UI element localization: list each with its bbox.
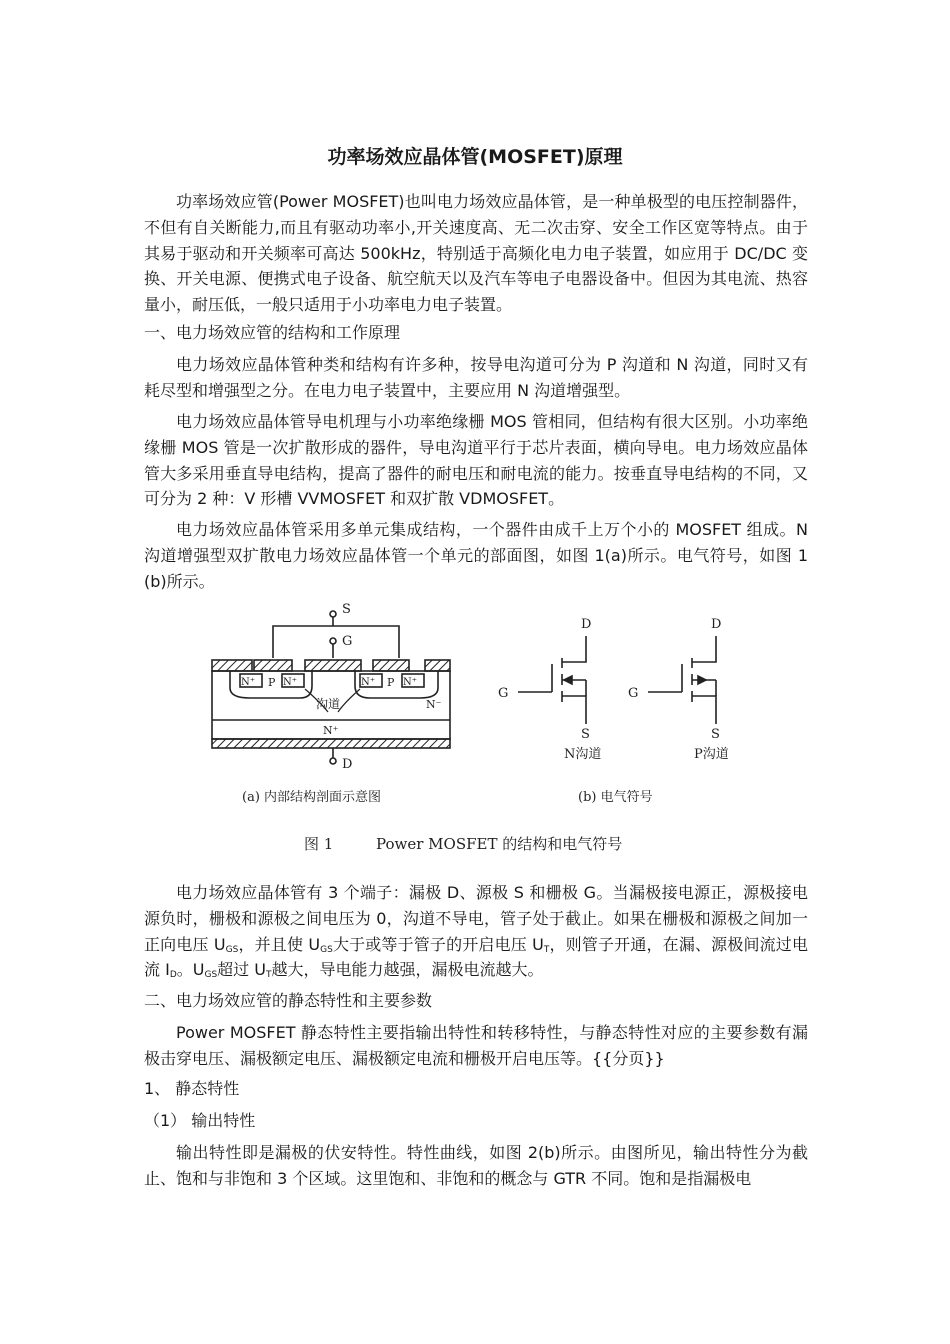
n-drain-label: D [581, 617, 592, 632]
intro-paragraph: 功率场效应管(Power MOSFET)也叫电力场效应晶体管，是一种单极型的电压控制器件，不但有自关断能力,而且有驱动功率小,开关速度高、无二次击穿、安全工作区宽等特点。由于其易于驱动和开关频率可高达 500kHz，特别适于高频化电力电子装置，如应用于 DC/DC 变换、开关电源、便携式电子设备、航空航天以及汽车等电子电器设备中。但因为其电流、热容量小，耐压低，一般只适用于小功率电力电子装置。 [144, 192, 808, 315]
p-channel-label: P沟道 [694, 747, 729, 762]
n-minus-label: N⁻ [426, 698, 442, 711]
subheading-static: 1、 静态特性 [144, 1079, 240, 1098]
document-title: 功率场效应晶体管(MOSFET)原理 [327, 146, 623, 168]
section-heading-1: 一、电力场效应管的结构和工作原理 [144, 323, 401, 342]
caption-b: (b) 电气符号 [578, 790, 653, 805]
channel-label: 沟道 [316, 697, 341, 711]
n-plus-substrate-label: N⁺ [323, 724, 339, 737]
subheading-output: （1） 输出特性 [144, 1111, 256, 1130]
section-heading-2: 二、电力场效应管的静态特性和主要参数 [144, 991, 433, 1010]
paragraph-multicell: 电力场效应晶体管采用多单元集成结构，一个器件由成千上万个小的 MOSFET 组成。N 沟道增强型双扩散电力场效应晶体管一个单元的部面图，如图 1(a)所示。电气符号，如图 1(b)所示。 [144, 520, 808, 591]
figure-title: Power MOSFET 的结构和电气符号 [376, 835, 623, 853]
drain-terminal-label: D [342, 757, 353, 772]
source-terminal-label: S [342, 602, 351, 617]
p-channel-symbol [648, 636, 716, 724]
gate-terminal-label: G [342, 634, 353, 649]
paragraph-channel-types: 电力场效应晶体管种类和结构有许多种，按导电沟道可分为 P 沟道和 N 沟道，同时又有耗尽型和增强型之分。在电力电子装置中，主要应用 N 沟道增强型。 [144, 355, 808, 400]
n-plus-label: N⁺ [361, 677, 376, 688]
n-plus-label: N⁺ [283, 677, 298, 688]
p-gate-label: G [628, 686, 639, 701]
figure-1-mosfet-diagram [190, 596, 770, 866]
n-channel-label: N沟道 [564, 747, 602, 762]
n-plus-label: N⁺ [241, 677, 256, 688]
p-well-label: P [387, 676, 395, 689]
figure-number: 图 1 [304, 835, 334, 853]
paragraph-output-characteristics: 输出特性即是漏极的伏安特性。特性曲线，如图 2(b)所示。由图所见，输出特性分为截止、饱和与非饱和 3 个区域。这里饱和、非饱和的概念与 GTR 不同。饱和是指漏极电 [144, 1143, 808, 1188]
paragraph-static-characteristics: Power MOSFET 静态特性主要指输出特性和转移特性，与静态特性对应的主要参数有漏极击穿电压、漏极额定电压、漏极额定电流和栅极开启电压等。{{分页}} [144, 1023, 808, 1068]
p-source-label: S [711, 727, 720, 742]
n-gate-label: G [498, 686, 509, 701]
n-channel-symbol [518, 636, 586, 724]
paragraph-structure: 电力场效应晶体管导电机理与小功率绝缘栅 MOS 管相同，但结构有很大区别。小功率绝缘栅 MOS 管是一次扩散形成的器件，导电沟道平行于芯片表面，横向导电。电力场效应晶体管大多采用垂直导电结构，提高了器件的耐电压和耐电流的能力。按垂直导电结构的不同，又可分为 2 种：V 形槽 VVMOSFET 和双扩散 VDMOSFET。 [144, 412, 808, 509]
n-source-label: S [581, 727, 590, 742]
caption-a: (a) 内部结构剖面示意图 [242, 790, 382, 805]
paragraph-terminals: 电力场效应晶体管有 3 个端子：漏极 D、源极 S 和栅极 G。当漏极接电源正，源极接电源负时，栅极和源极之间电压为 0，沟道不导电，管子处于截止。如果在栅极和源极之间加一正向电压 $U_{GS}$，并且使 $U_{GS}$大于或等于管子的开启电压 $U_T$，则管子开通，在漏、源极间流过电流 $I_D$。$U_{GS}$超过 $U_T$越大，导电能力越强，漏极电流越大。 [144, 883, 808, 981]
p-well-label: P [268, 676, 276, 689]
n-plus-label: N⁺ [403, 677, 418, 688]
p-drain-label: D [711, 617, 722, 632]
